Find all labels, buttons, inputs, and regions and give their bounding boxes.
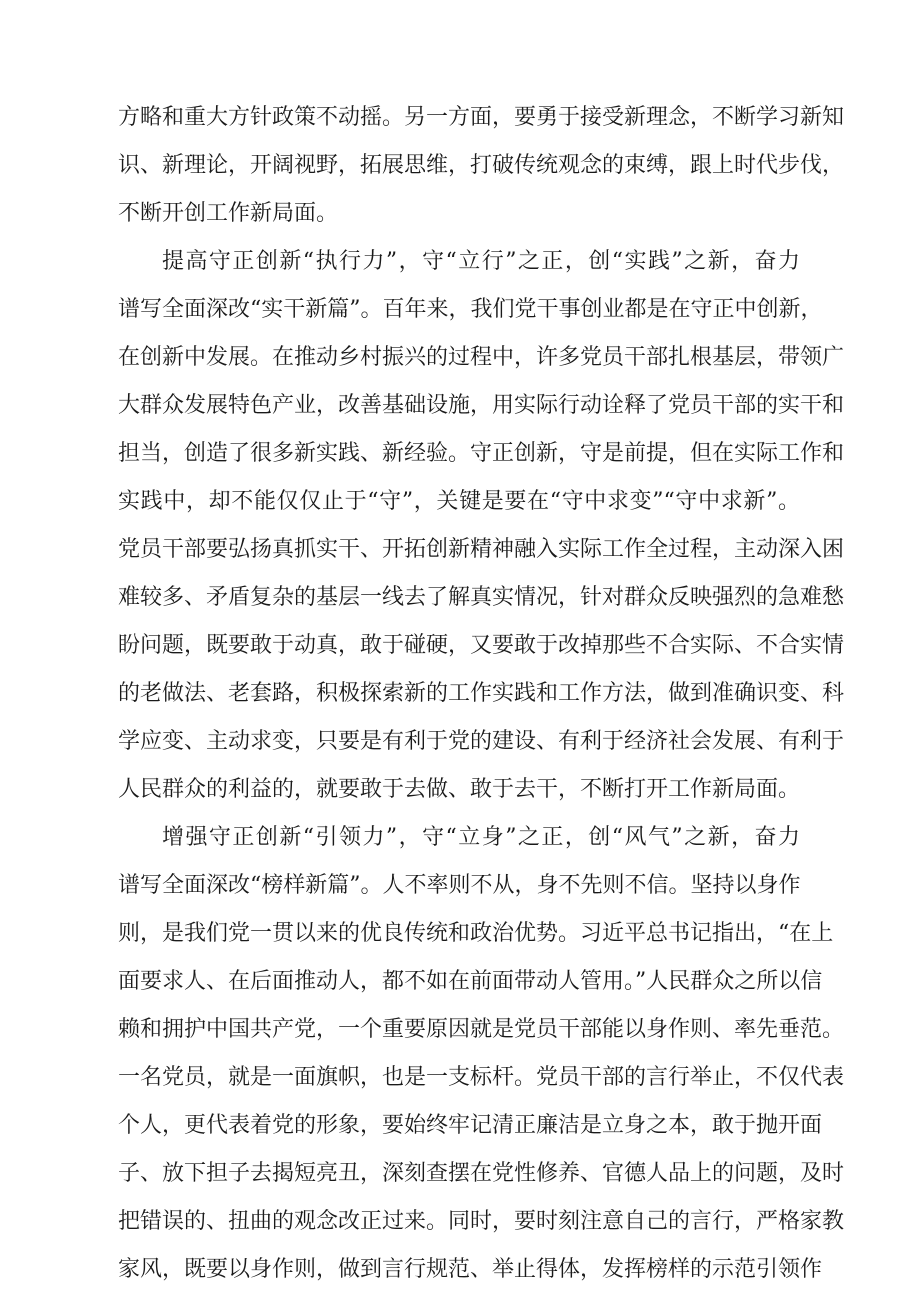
- paragraph-line: 大群众发展特色产业，改善基础设施，用实际行动诠释了党员干部的实干和: [118, 393, 845, 418]
- paragraph-line: 党员干部要弘扬真抓实干、开拓创新精神融入实际工作全过程，主动深入困: [118, 537, 845, 562]
- paragraph-line: 则，是我们党一贯以来的优良传统和政治优势。习近平总书记指出，“在上: [118, 921, 834, 946]
- paragraph-line: 谱写全面深改“榜样新篇”。人不率则不从，身不先则不信。坚持以身作: [118, 873, 801, 898]
- paragraph-line: 难较多、矛盾复杂的基层一线去了解真实情况，针对群众反映强烈的急难愁: [118, 585, 845, 610]
- paragraph-line: 实践中，却不能仅仅止于“守”，关键是要在“守中求变”“守中求新”。: [118, 489, 800, 514]
- paragraph-line: 把错误的、扭曲的观念改正过来。同时，要时刻注意自己的言行，严格家教: [118, 1209, 845, 1234]
- paragraph-line: 赖和拥护中国共产党，一个重要原因就是党员干部能以身作则、率先垂范。: [118, 1017, 845, 1042]
- paragraph-line: 不断开创工作新局面。: [118, 201, 339, 226]
- paragraph-line: 担当，创造了很多新实践、新经验。守正创新，守是前提，但在实际工作和: [118, 441, 845, 466]
- paragraph-line: 盼问题，既要敢于动真，敢于碰硬，又要敢于改掉那些不合实际、不合实情: [118, 633, 845, 658]
- paragraph-line: 谱写全面深改“实干新篇”。百年来，我们党干事创业都是在守正中创新，: [118, 297, 823, 322]
- paragraph-line: 面要求人、在后面推动人，都不如在前面带动人管用。”人民群众之所以信: [118, 969, 823, 994]
- paragraph-line: 方略和重大方针政策不动摇。另一方面，要勇于接受新理念，不断学习新知: [118, 105, 845, 130]
- paragraph-line: 一名党员，就是一面旗帜，也是一支标杆。党员干部的言行举止，不仅代表: [118, 1065, 845, 1090]
- paragraph-line: 家风，既要以身作则，做到言行规范、举止得体，发挥榜样的示范引领作: [118, 1257, 823, 1282]
- paragraph-line: 人民群众的利益的，就要敢于去做、敢于去干，不断打开工作新局面。: [118, 777, 801, 802]
- paragraph-line: 的老做法、老套路，积极探索新的工作实践和工作方法，做到准确识变、科: [118, 681, 845, 706]
- paragraph-line: 个人，更代表着党的形象，要始终牢记清正廉洁是立身之本，敢于抛开面: [118, 1113, 823, 1138]
- paragraph-line: 提高守正创新“执行力”，守“立行”之正，创“实践”之新，奋力: [162, 249, 800, 274]
- paragraph-line: 在创新中发展。在推动乡村振兴的过程中，许多党员干部扎根基层，带领广: [118, 345, 845, 370]
- paragraph-line: 识、新理论，开阔视野，拓展思维，打破传统观念的束缚，跟上时代步伐，: [118, 153, 845, 178]
- paragraph-line: 增强守正创新“引领力”，守“立身”之正，创“风气”之新，奋力: [162, 825, 800, 850]
- paragraph-line: 子、放下担子去揭短亮丑，深刻查摆在党性修养、官德人品上的问题，及时: [118, 1161, 845, 1186]
- paragraph-line: 学应变、主动求变，只要是有利于党的建设、有利于经济社会发展、有利于: [118, 729, 845, 754]
